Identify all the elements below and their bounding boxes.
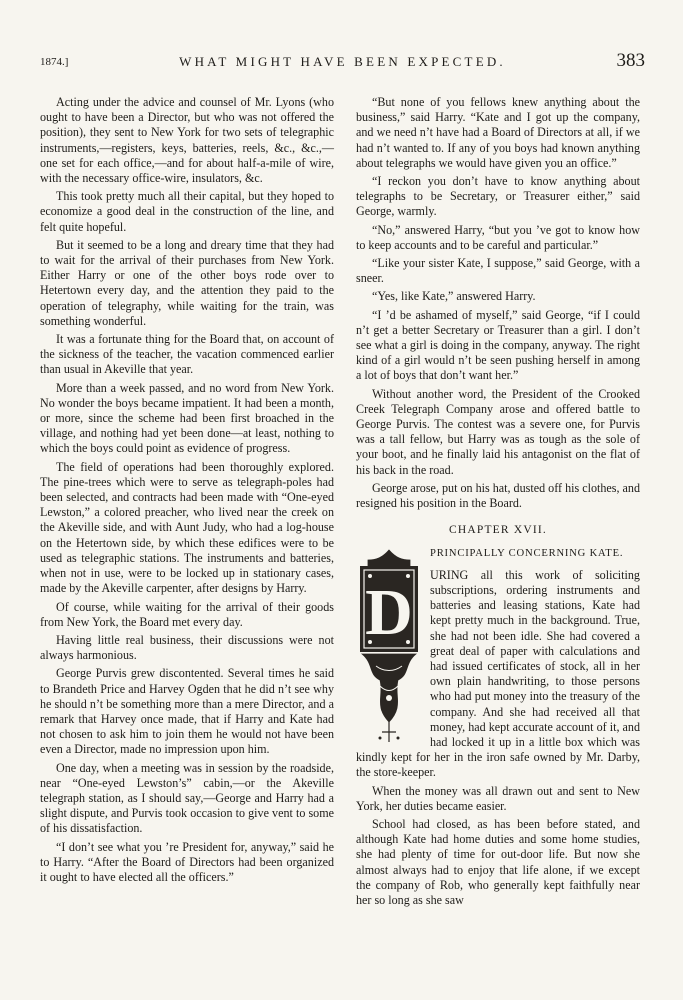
paragraph: More than a week passed, and no word from New York. No wonder the boys became impatient. It had been a month, or more, since the scheme had been first broached in the village, and nothing had yet been done—at least, nothing to which the boys could point as evidence of progress. bbox=[40, 380, 334, 456]
ornamental-dropcap-icon bbox=[354, 546, 424, 746]
paragraph: “No,” answered Harry, “but you ’ve got to know how to keep accounts and to be careful and particular.” bbox=[356, 222, 640, 252]
first-word: URING bbox=[430, 567, 469, 582]
header-year: 1874.] bbox=[40, 56, 69, 68]
running-header bbox=[40, 50, 645, 76]
chapter-heading: CHAPTER XVII. bbox=[448, 524, 547, 537]
paragraph: “Yes, like Kate,” answered Harry. bbox=[372, 289, 536, 304]
paragraph: George Purvis grew discontented. Several times he said to Brandeth Price and Harvey Ogden that he did n’t see why he should n’t be something more than a mere Director, and a remark that Harvey once made, that if Harry and Kate had not chosen to ask him to join them he would not have been even a Director, made no impression upon him. bbox=[40, 666, 334, 757]
paragraph: Without another word, the President of the Crooked Creek Telegraph Company arose and offered battle to George Purvis. The contest was a severe one, for Purvis was a tall fellow, but Harry was as tough as the sole of your boot, and he finally laid his antagonist on the flat of his back in the road. bbox=[356, 386, 640, 477]
paragraph: One day, when a meeting was in session by the roadside, near “One-eyed Lewston’s” cabin,—or the Akeville telegraph station, as I should say,—George and Harry had a slight dispute, and Purvis took occasion to give vent to some of his dissatisfaction. bbox=[40, 760, 334, 836]
paragraph: Acting under the advice and counsel of Mr. Lyons (who ought to have been a Director, but who was not offered the position), they sent to New York for two sets of telegraphic instruments,—registers, keys, batteries, reels, &c., &c.,—one set for each office,—and for about half-a-mile of wire, with the necessary office-wire, insulators, &c. bbox=[40, 95, 334, 186]
paragraph: “I ’d be ashamed of myself,” said George, “if I could n’t get a better Secretary or Treasurer than a girl. I don’t see what a girl is doing in the company, anyway. The right kind of a girl would n’t be seen pushing herself in among a lot of boys that don’t want her.” bbox=[356, 307, 640, 383]
paragraph: Of course, while waiting for the arrival of their goods from New York, the Board met every day. bbox=[40, 599, 334, 629]
chapter-subtitle: PRINCIPALLY CONCERNING KATE. bbox=[430, 548, 624, 560]
paragraph: But it seemed to be a long and dreary time that they had to wait for the arrival of their purchases from New York. Either Harry or one of the other boys rode over to Hetertown every day, and the attention they paid to the operation of telegraphy, while waiting for the train, was something wonderful. bbox=[40, 237, 334, 328]
paragraph: The field of operations had been thoroughly explored. The pine-trees which were to serve as telegraph-poles had been selected, and contracts had been made with “One-eyed Lewston,” a colored preacher, who lived near the creek on the Akeville side, and with Aunt Judy, who had a log-house on the Hetertown side, by which these edifices were to be used as telegraphic stations. The instruments and batteries, when not in use, were to be locked up in stationary cases, made by the Akeville carpenter, after designs by Harry. bbox=[40, 459, 334, 596]
paragraph: It was a fortunate thing for the Board that, on account of the sickness of the teacher, the vacation commenced earlier than usual in Akeville that year. bbox=[40, 332, 334, 377]
page-number: 383 bbox=[616, 50, 645, 71]
chapter-opening bbox=[356, 546, 640, 780]
paragraph: Having little real business, their discussions were not always harmonious. bbox=[40, 632, 334, 663]
first-paragraph-text: all this work of soliciting subscriptions, ordering instruments and batteries and leasing stations, Kate had kept pretty much in the background. True, she had not been idle. She had covered a great deal of paper with calculations and had issued certificates of stock, all in her own plain handwriting, to those persons who had put money into the treasury of the company. And she had received all that money, had kept accurate account of it, and had locked it up in a little box which was kindly kept for her in the iron safe owned by Mr. Darby, the store-keeper. bbox=[356, 567, 640, 780]
paragraph: When the money was all drawn out and sent to New York, her duties became easier. bbox=[356, 783, 640, 813]
paragraph: School had closed, as has been before stated, and although Kate had home duties and some home studies, she had plenty of time for out-door life. But now she almost always had to enjoy that life alone, if we except the company of Rob, who generally kept faithfully near her so long as she saw bbox=[356, 816, 640, 907]
paragraph: “I reckon you don’t have to know anything about telegraphs to be Secretary, or Treasurer either,” said George, warmly. bbox=[356, 174, 640, 219]
header-title: WHAT MIGHT HAVE BEEN EXPECTED. bbox=[179, 54, 506, 69]
right-column bbox=[356, 95, 640, 911]
paragraph: “But none of you fellows knew anything about the business,” said Harry. “Kate and I got up the company, and we need n’t have had a Board of Directors at all, if we had n’t wanted to. If any of you boys had known anything about telegraphs we would have given you an office.” bbox=[356, 95, 640, 170]
paragraph: This took pretty much all their capital, but they hoped to economize a good deal in the construction of the line, and felt quite hopeful. bbox=[40, 189, 334, 234]
paragraph: “I don’t see what you ’re President for, anyway,” said he to Harry. “After the Board of Directors had been organized it ought to have elected all the officers.” bbox=[40, 839, 334, 884]
left-column bbox=[40, 95, 334, 888]
paragraph: George arose, put on his hat, dusted off his clothes, and resigned his position in the Board. bbox=[356, 480, 640, 511]
dropcap-letter: D bbox=[365, 576, 413, 650]
paragraph: “Like your sister Kate, I suppose,” said George, with a sneer. bbox=[356, 256, 640, 286]
